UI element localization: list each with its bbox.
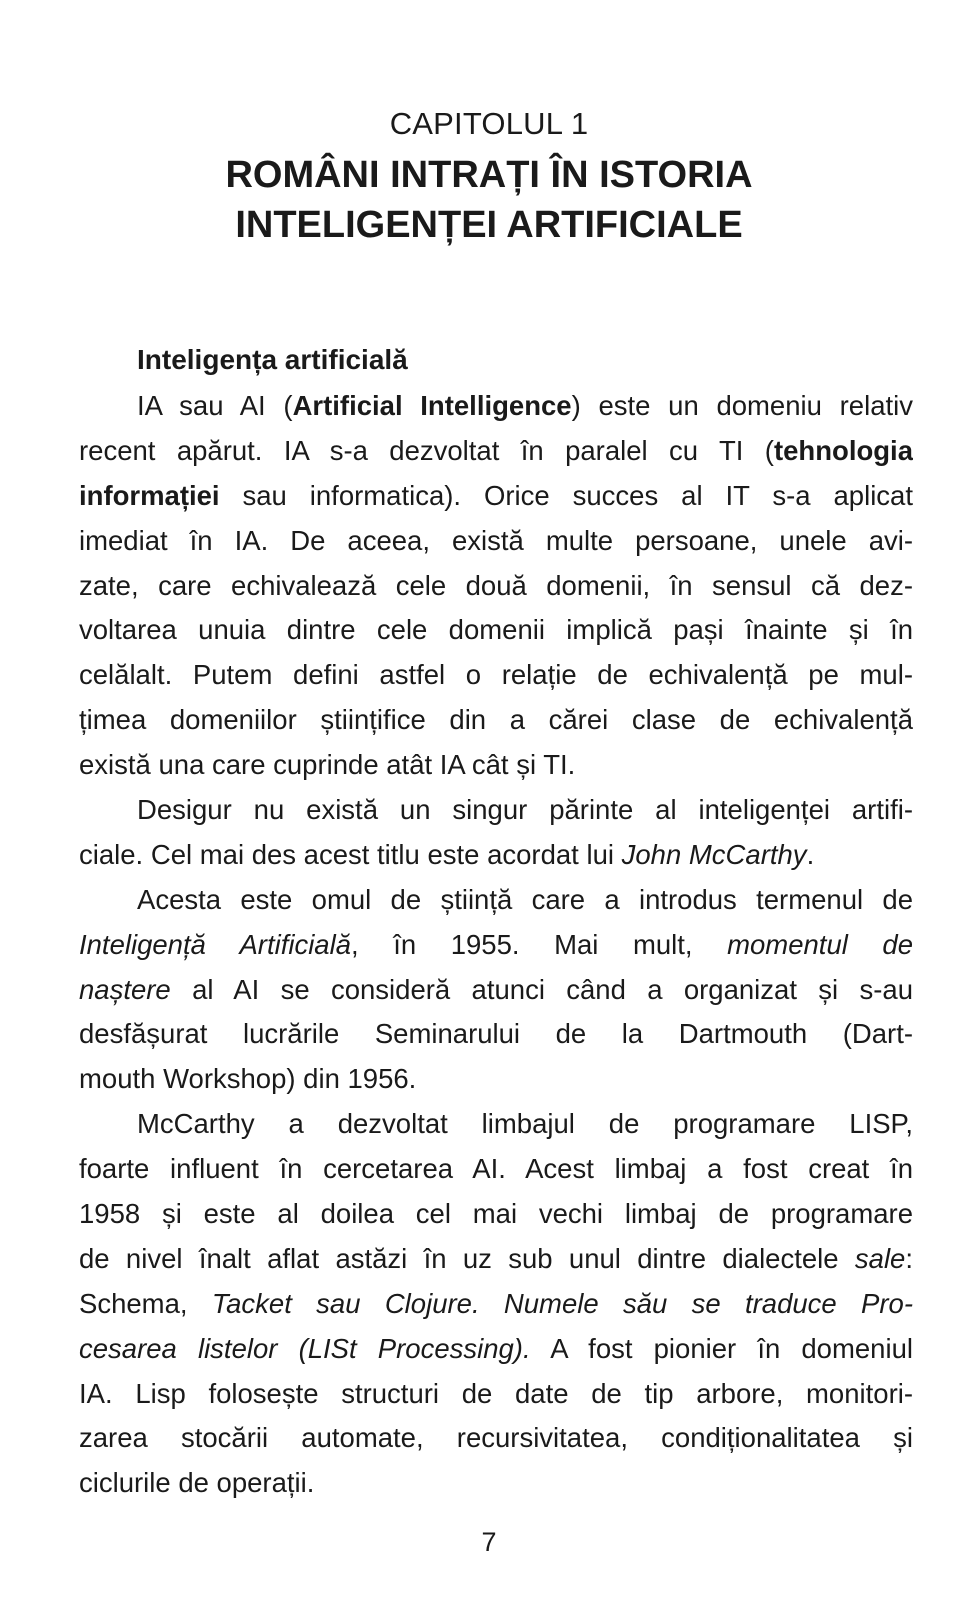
text-run: ciale. Cel mai des acest titlu este acordat lui	[79, 838, 622, 870]
body-line: zate, care echivalează cele două domenii, în sensul că dez-	[79, 569, 913, 601]
italic-run: Inteligență Artificială	[79, 928, 352, 960]
bold-run: tehnologia	[773, 434, 913, 466]
text-run: al AI se consideră atunci când a organizat și s-au	[170, 973, 913, 1005]
body-line: desfășurat lucrările Seminarului de la Dartmouth (Dart-	[79, 1018, 913, 1050]
body-line: foarte influent în cercetarea AI. Acest limbaj a fost creat în	[79, 1153, 913, 1185]
body-line	[79, 1282, 913, 1327]
text-run: Schema,	[79, 1287, 212, 1319]
body-line: țimea domeniilor științifice din a cărei clase de echivalență	[79, 704, 913, 736]
body-line: IA. Lisp folosește structuri de date de tip arbore, monitori-	[79, 1377, 913, 1409]
italic-run: naștere	[79, 973, 171, 1005]
text-run: recent apărut. IA s-a dezvoltat în paralel cu TI (	[79, 434, 774, 466]
body-line: există una care cuprinde atât IA cât și TI.	[79, 749, 576, 781]
body-line: 1958 și este al doilea cel mai vechi limbaj de programare	[79, 1198, 913, 1230]
body-line: ciclurile de operații.	[79, 1467, 315, 1499]
text-run: .	[806, 838, 815, 870]
body-line: imediat în IA. De aceea, există multe persoane, unele avi-	[79, 524, 913, 556]
text-run: sau informatica). Orice succes al IT s-a aplicat	[219, 479, 913, 511]
chapter-title	[0, 150, 978, 250]
body-text	[79, 384, 913, 1506]
body-line: mouth Workshop) din 1956.	[79, 1063, 417, 1095]
body-line	[79, 429, 913, 474]
body-line: celălalt. Putem defini astfel o relație de echivalență pe mul-	[79, 659, 913, 691]
body-line	[79, 1237, 913, 1282]
body-line	[79, 968, 913, 1013]
body-line	[79, 384, 913, 429]
body-line: Acesta este omul de știință care a introdus termenul de	[137, 883, 913, 915]
body-line	[79, 833, 913, 878]
bold-run: informației	[79, 479, 220, 511]
text-run: ) este un domeniu relativ	[571, 390, 913, 421]
body-line: zarea stocării automate, recursivitatea, condiționalitatea și	[79, 1422, 913, 1454]
body-line: voltarea unuia dintre cele domenii implică pași înainte și în	[79, 614, 913, 646]
body-line	[79, 923, 913, 968]
chapter-title-line-2: INTELIGENȚEI ARTIFICIALE	[235, 204, 743, 246]
body-line	[79, 474, 913, 519]
text-run: A fost pionier în domeniul	[530, 1332, 913, 1364]
bold-run: Artificial Intelligence	[292, 390, 572, 421]
italic-run: momentul de	[727, 928, 913, 960]
chapter-title-line-1: ROMÂNI INTRAȚI ÎN ISTORIA	[225, 154, 753, 196]
body-line: Desigur nu există un singur părinte al inteligenței artifi-	[137, 794, 913, 826]
body-line	[79, 1327, 913, 1372]
chapter-label: CAPITOLUL 1	[389, 106, 589, 141]
italic-run: John McCarthy	[621, 838, 807, 870]
page-number: 7	[481, 1527, 497, 1557]
italic-run: sale	[854, 1242, 906, 1274]
text-run: :	[905, 1242, 913, 1274]
text-run: IA sau AI (	[137, 390, 293, 421]
section-heading: Inteligența artificială	[137, 344, 408, 375]
body-line: McCarthy a dezvoltat limbajul de programare LISP,	[137, 1108, 913, 1140]
text-run: , în 1955. Mai mult,	[351, 928, 728, 960]
italic-run: cesarea listelor (LISt Processing).	[79, 1332, 531, 1364]
text-run: de nivel înalt aflat astăzi în uz sub unul dintre dialectele	[79, 1242, 855, 1274]
italic-run: Tacket sau Clojure. Numele său se traduce Pro-	[211, 1287, 913, 1319]
